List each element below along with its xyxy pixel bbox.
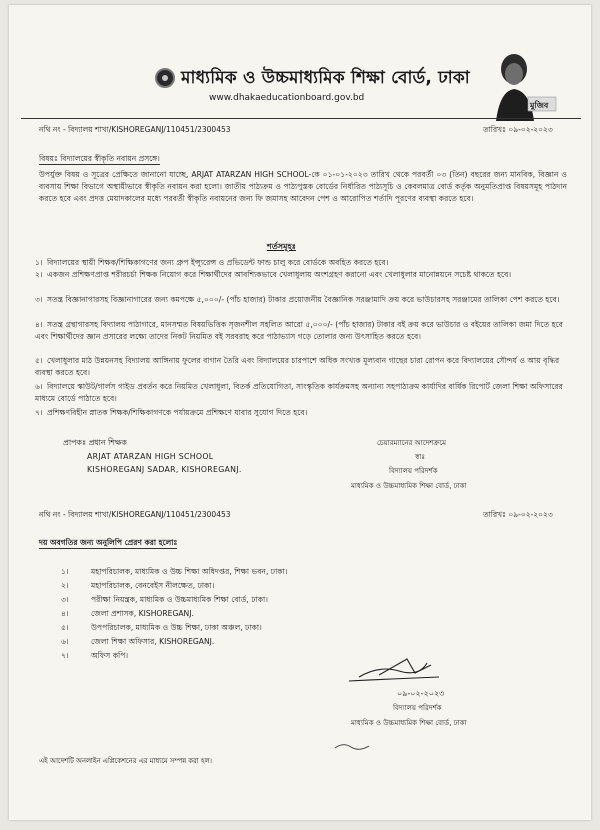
body-paragraph: উপর্যুক্ত বিষয় ও সূত্রের প্রেক্ষিতে জানানো যাচ্ছে, ARJAT ATARZAN HIGH SCHOOL-কে ০১-০১-২০২৩ তারিখ থেকে পরবর্তী ০৩ (তিন) বছরের জন্য মানবিক, বিজ্ঞান ও ব্যবসায় শিক্ষা বিভাগে অস্থায়ীভাবে স্বীকৃতি নবায়ন করা হলো। জাতীয় পাঠ্যক্রম ও পাঠ্যপুস্তক বোর্ডের নির্ধারিত পাঠ্যসূচি ও কেবলমাত্র বোর্ড কর্তৃক অনুমতিপ্রাপ্ত বিষয়সমূহ পাঠদান করতে হবে এবং প্রদত্ত মেয়াদকালের মধ্যে পরবর্তী স্বীকৃতি নবায়নের জন্য ফি জমাসহ আবেদন পেশ ও আরোপিত শর্তাদি পূরণের ব্যবস্থা করতে হবে। (39, 170, 567, 204)
signature2-office: মাধ্যমিক ও উচ্চমাধ্যমিক শিক্ষা বোর্ড, ঢাকা (351, 719, 467, 727)
copy-item: ৬। জেলা শিক্ষা অফিসার, KISHOREGANJ. (61, 637, 215, 646)
condition-item: ১। বিদ্যালয়ের স্থায়ী শিক্ষক/শিক্ষিকাগণের জন্য গ্রুপ ইন্স্যুরেন্স ও প্রভিডেন্ট ফান্ড চালু করে বোর্ডকে অবহিত করতে হবে। (35, 258, 389, 267)
condition-item: ৭। প্রশিক্ষণবিহীন স্নাতক শিক্ষক/শিক্ষিকাগণকে পর্যায়ক্রমে প্রশিক্ষণে যাবার সুযোগ দিতে হবে। (35, 408, 308, 417)
board-logo-icon (155, 68, 175, 88)
memo-date: তারিখঃ ০৯-০২-২০২৩ (483, 125, 553, 134)
footer-note: এই আদেশটি অনলাইন এপ্লিকেশনের এর মাধ্যমে সম্পন্ন করা হল। (39, 757, 212, 765)
condition-item: ৬। বিদ্যালয়ে স্কাউট/গার্লস গাইড প্রবর্তন করে নিয়মিত খেলাধুলা, বিতর্ক প্রতিযোগিতা, সাংস্কৃতিক কার্যক্রমসহ অন্যান্য সহপাঠ্যক্রম কার্যাদির বার্ষিক রিপোর্ট জেলা শিক্ষা অফিসারের মাধ্যমে বোর্ডে পাঠাতে হবে। (35, 382, 563, 404)
copy-item: ২। মহাপরিচালক, বেনবেইস নীলক্ষেত, ঢাকা। (61, 581, 215, 590)
signature-signed: স্বাঃ (415, 453, 426, 461)
recipient-address: KISHOREGANJ SADAR, KISHOREGANJ. (87, 465, 242, 474)
condition-item: ২। একজন প্রশিক্ষণপ্রাপ্ত শরীরচর্চা শিক্ষক নিয়োগ করে শিক্ষার্থীদের আবশ্যিকভাবে খেলাধুলায় অংশগ্রহণ করানো এবং খেলাধুলার মানোন্নয়নে সচেষ্ট থাকতে হবে। (35, 270, 512, 279)
signature-office: মাধ্যমিক ও উচ্চমাধ্যমিক শিক্ষা বোর্ড, ঢাকা (351, 482, 467, 490)
copy-item: ৭। অফিস কপি। (61, 651, 129, 660)
condition-item: ৩। সতন্ত্র বিজ্ঞানাগারসহ বিজ্ঞানাগারের জন্য কমপক্ষে ৫,০০০/- (পাঁচ হাজার) টাকার প্রয়োজনীয় বৈজ্ঞানিক সরঞ্জামাদি ক্রয় করে ভাউচারসহ সরঞ্জামের তালিকা পেশ করতে হবে। (35, 295, 560, 304)
header-divider (21, 118, 581, 119)
copy-item: ৩। পরীক্ষা নিয়ন্ত্রক, মাধ্যমিক ও উচ্চমাধ্যমিক শিক্ষা বোর্ড, ঢাকা। (61, 595, 268, 604)
memo2-date: তারিখঃ ০৯-০২-২০২৩ (483, 510, 553, 519)
recipient-school: ARJAT ATARZAN HIGH SCHOOL (87, 452, 214, 461)
memo-number: নথি নং - বিদ্যালয় শাখা/KISHOREGANJ/110451/2300453 (39, 125, 231, 134)
copy-item: ৪। জেলা প্রশাসক, KISHOREGANJ. (61, 609, 194, 618)
handwritten-signature-icon (319, 655, 459, 685)
mujib-portrait-badge (492, 47, 558, 121)
copy-heading: দয় অবগতির জন্য অনুলিপি প্রেরণ করা হলোঃ (39, 538, 178, 547)
signature2-date: ০৯-০২-২০২৩ (397, 689, 445, 698)
board-title: মাধ্যমিক ও উচ্চমাধ্যমিক শিক্ষা বোর্ড, ঢাকা (181, 68, 470, 88)
copy-item: ১। মহাপরিচালক, মাধ্যমিক ও উচ্চ শিক্ষা অধিদপ্তর, শিক্ষা ভবন, ঢাকা। (61, 567, 288, 576)
initials-signature-icon (333, 740, 373, 752)
badge-text: মুজিব (530, 101, 549, 110)
copy-item: ৫। উপপরিচালক, মাধ্যমিক ও উচ্চ শিক্ষা, ঢাকা অঞ্চল, ঢাকা। (61, 623, 262, 632)
subject-line: বিষয়ঃ বিদ্যালয়ের স্বীকৃতি নবায়ন প্রসঙ্গে। (39, 154, 160, 163)
signature-title: বিদ্যালয় পরিদর্শক (389, 467, 438, 475)
document-page (9, 5, 591, 820)
condition-item: ৪। সতন্ত্র গ্রন্থাগারসহ বিদ্যালয় পাঠাগারে, মানসম্মত বিষয়ভিত্তিক সৃজনশীল সহলিত আরো ৫,০০০/- (পাঁচ হাজার) টাকার বই ক্রয় করে ভাউচার ও বইয়ের তালিকা জমা দিতে হবে এবং শিক্ষার্থীদের জ্ঞান প্রসারের লক্ষ্যে তাদের নিকট নিয়মিত বই সরবরাহ করে পাঠাভ্যাস গড়ে তোলার জন্য উৎসাহিত করতে হবে। (35, 320, 563, 342)
board-website: www.dhakaeducationboard.gov.bd (209, 93, 365, 103)
signature2-title: বিদ্যালয় পরিদর্শক (393, 704, 442, 712)
condition-item: ৫। খেলাধুলার মাঠ উন্নয়নসহ বিদ্যালয় আঙ্গিনায় ফুলের বাগান তৈরি এবং বিদ্যালয়ের চারপাশে অধিক সংখ্যক মূল্যবান গাছের চারা রোপন করে বিদ্যালয়ের সৌন্দর্য ও আয় বৃদ্ধির ব্যবস্থা করতে হবে। (35, 356, 560, 378)
signature-order: চেয়ারম্যানের আদেশক্রমে (377, 439, 446, 447)
memo2-number: নথি নং - বিদ্যালয় শাখা/KISHOREGANJ/110451/2300453 (39, 510, 231, 519)
recipient-label: প্রাপকঃ প্রধান শিক্ষক (63, 438, 127, 447)
conditions-heading: শর্তসমূহঃ (267, 242, 296, 251)
